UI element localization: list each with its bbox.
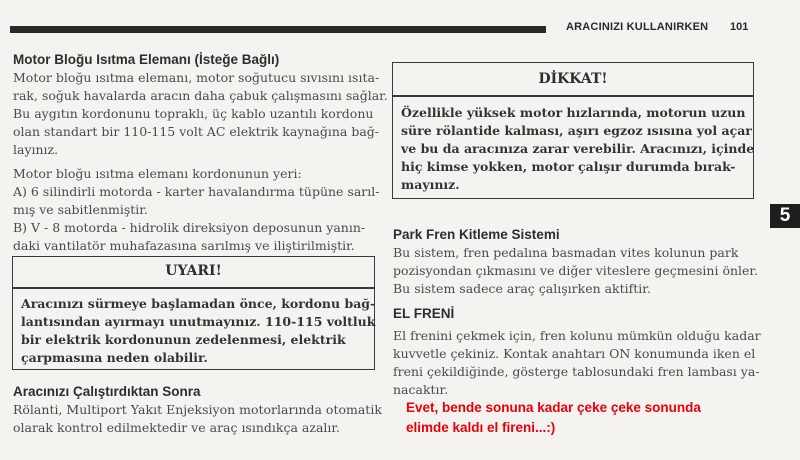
section-heading-hand-brake: EL FRENİ [393, 306, 455, 321]
paragraph-block-heater [13, 69, 388, 159]
paragraph-after-start [13, 401, 382, 437]
caution-text [401, 104, 754, 194]
warning-title: UYARI! [165, 263, 222, 279]
text-line: süre rölantide kalması, aşırı egzoz ısısına yol açar [401, 123, 752, 138]
section-heading-after-start: Aracınızı Çalıştırdıktan Sonra [13, 384, 201, 399]
text-line: Motor bloğu ısıtma elemanı, motor soğutucu sıvısını ısıta- [13, 70, 380, 85]
text-line: bir elektrik kordonunun zedelenmesi, elektrik [21, 332, 346, 347]
text-line: El frenini çekmek için, fren kolunu mümkün olduğu kadar [393, 328, 761, 343]
caution-divider [393, 95, 753, 97]
text-line: daki vantilatör muhafazasına sarılmış ve iliştirilmiştir. [13, 238, 355, 253]
text-line: olarak kontrol edilmektedir ve araç ısındıkça azalır. [13, 420, 340, 435]
text-line: Aracınızı sürmeye başlamadan önce, kordonu bağ- [21, 296, 376, 311]
warning-text [21, 295, 375, 367]
annotation-comment [406, 398, 701, 438]
text-line: elimde kaldı el fireni...:) [406, 420, 556, 435]
section-heading-block-heater: Motor Bloğu Isıtma Elemanı (İsteğe Bağlı) [13, 52, 280, 67]
text-line: olan standart bir 110-115 volt AC elektrik kaynağına bağ- [13, 124, 380, 139]
text-line: Evet, bende sonuna kadar çeke çeke sonunda [406, 400, 701, 415]
header-rule [10, 26, 546, 33]
page-number: 101 [730, 21, 749, 33]
warning-box [12, 256, 375, 370]
caution-title: DİKKAT! [538, 71, 608, 87]
paragraph-cord-location [13, 165, 380, 255]
text-line: B) V - 8 motorda - hidrolik direksiyon deposunun yanın- [13, 220, 366, 235]
text-line: mayınız. [401, 177, 460, 192]
text-line: Özellikle yüksek motor hızlarında, motorun uzun [401, 105, 746, 120]
text-line: Bu aygıtın kordonunu topraklı, üç kablo uzantılı kordonu [13, 106, 374, 121]
text-line: Rölanti, Multiport Yakıt Enjeksiyon motorlarında otomatik [13, 402, 382, 417]
paragraph-hand-brake [393, 327, 761, 399]
text-line: kuvvetle çekiniz. Kontak anahtarı ON konumunda iken el [393, 346, 756, 361]
text-line: çarpmasına neden olabilir. [21, 350, 208, 365]
text-line: pozisyondan çıkmasını ve diğer viteslere geçmesini önler. [393, 263, 759, 278]
text-line: A) 6 silindirli motorda - karter havalandırma tüpüne sarıl- [13, 184, 380, 199]
section-heading-park-lock: Park Fren Kitleme Sistemi [393, 227, 560, 242]
text-line: mış ve sabitlenmiştir. [13, 202, 148, 217]
warning-divider [13, 287, 374, 289]
text-line: Motor bloğu ısıtma elemanı kordonunun yeri: [13, 166, 302, 181]
text-line: nacaktır. [393, 382, 449, 397]
running-header-title: ARACINIZI KULLANIRKEN [566, 21, 709, 33]
paragraph-park-lock [393, 244, 758, 298]
chapter-tab: 5 [770, 204, 800, 228]
text-line: layınız. [13, 142, 59, 157]
text-line: rak, soğuk havalarda aracın daha çabuk çalışmasını sağlar. [13, 88, 388, 103]
text-line: hiç kimse yokken, motor çalışır durumda bırak- [401, 159, 736, 174]
text-line: ve bu da aracınıza zarar verebilir. Aracınızı, içinde [401, 141, 755, 156]
text-line: lantısından ayırmayı unutmayınız. 110-115 voltluk [21, 314, 376, 329]
text-line: Bu sistem sadece araç çalışırken aktiftir. [393, 281, 651, 296]
text-line: Bu sistem, fren pedalına basmadan vites kolunun park [393, 245, 739, 260]
text-line: freni çekildiğinde, gösterge tablosundaki fren lambası ya- [393, 364, 760, 379]
caution-box [392, 62, 754, 199]
